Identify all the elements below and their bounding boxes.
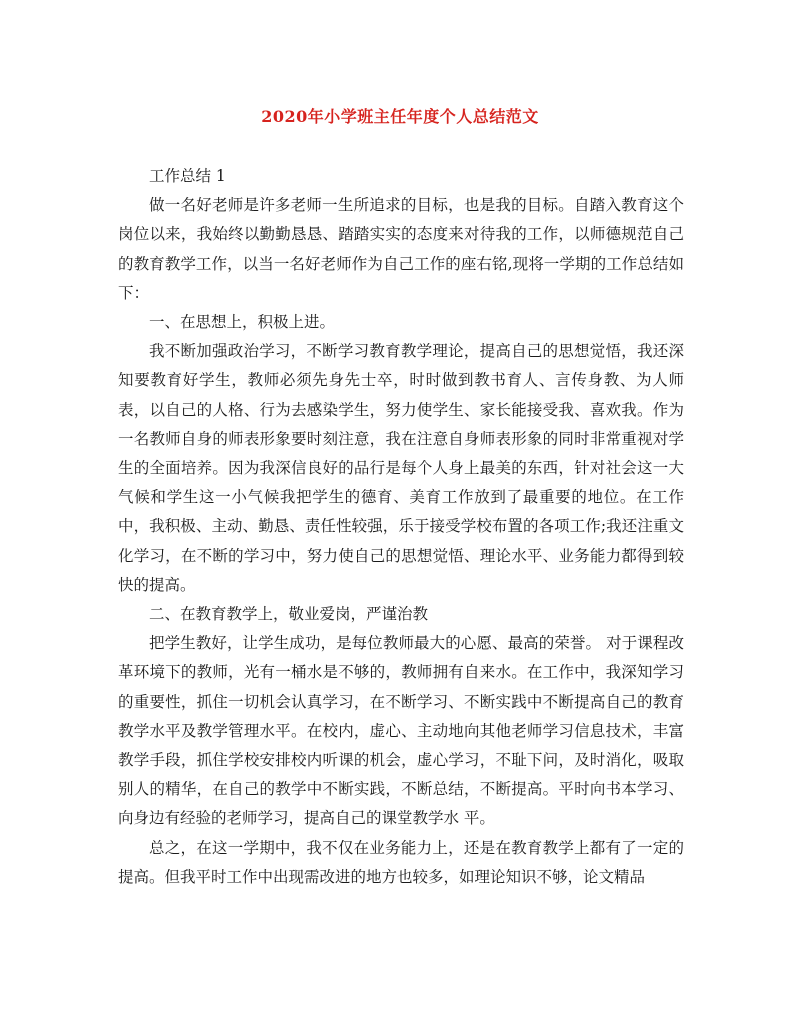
paragraph: 做一名好老师是许多老师一生所追求的目标，也是我的目标。自踏入教育这个岗位以来，我始终以勤勤恳恳、踏踏实实的态度来对待我的工作，以师德规范自己的教育教学工作，以当一名好老师作为自己工作的座右铭,现将一学期的工作总结如下： — [118, 196, 684, 302]
paragraph: 总之，在这一学期中，我不仅在业务能力上，还是在教育教学上都有了一定的提高。但我平时工作中出现需改进的地方也较多，如理论知识不够，论文精品 — [118, 838, 684, 886]
section-heading: 一、在思想上，积极上进。 — [149, 313, 336, 332]
section-heading: 二、在教育教学上，敬业爱岗，严谨治教 — [149, 605, 429, 624]
section-heading: 工作总结 1 — [149, 167, 226, 185]
document-title: 2020年小学班主任年度个人总结范文 — [261, 107, 539, 126]
paragraph: 我不断加强政治学习，不断学习教育教学理论，提高自己的思想觉悟，我还深知要教育好学生，教师必须先身先士卒，时时做到教书育人、言传身教、为人师表，以自己的人格、行为去感染学生，努力使学生、家长能接受我、喜欢我。作为一名教师自身的师表形象要时刻注意，我在注意自身师表形象的同时非常重视对学生的全面培养。因为我深信良好的品行是每个人身上最美的东西，针对社会这一大气候和学生这一小气候我把学生的德育、美育工作放到了最重要的地位。在工作中，我积极、主动、勤恳、责任性较强，乐于接受学校布置的各项工作;我还注重文化学习，在不断的学习中，努力使自己的思想觉悟、理论水平、业务能力都得到较快的提高。 — [118, 342, 684, 594]
document-body — [118, 162, 684, 892]
paragraph: 把学生教好，让学生成功，是每位教师最大的心愿、最高的荣誉。 对于课程改革环境下的教师，光有一桶水是不够的，教师拥有自来水。在工作中，我深知学习的重要性，抓住一切机会认真学习，在不断学习、不断实践中不断提高自己的教育教学水平及教学管理水平。在校内，虚心、主动地向其他老师学习信息技术，丰富教学手段，抓住学校安排校内听课的机会，虚心学习，不耻下问，及时消化，吸取别人的精华，在自己的教学中不断实践，不断总结，不断提高。平时向书本学习、向身边有经验的老师学习，提高自己的课堂教学水 平。 — [118, 634, 684, 828]
